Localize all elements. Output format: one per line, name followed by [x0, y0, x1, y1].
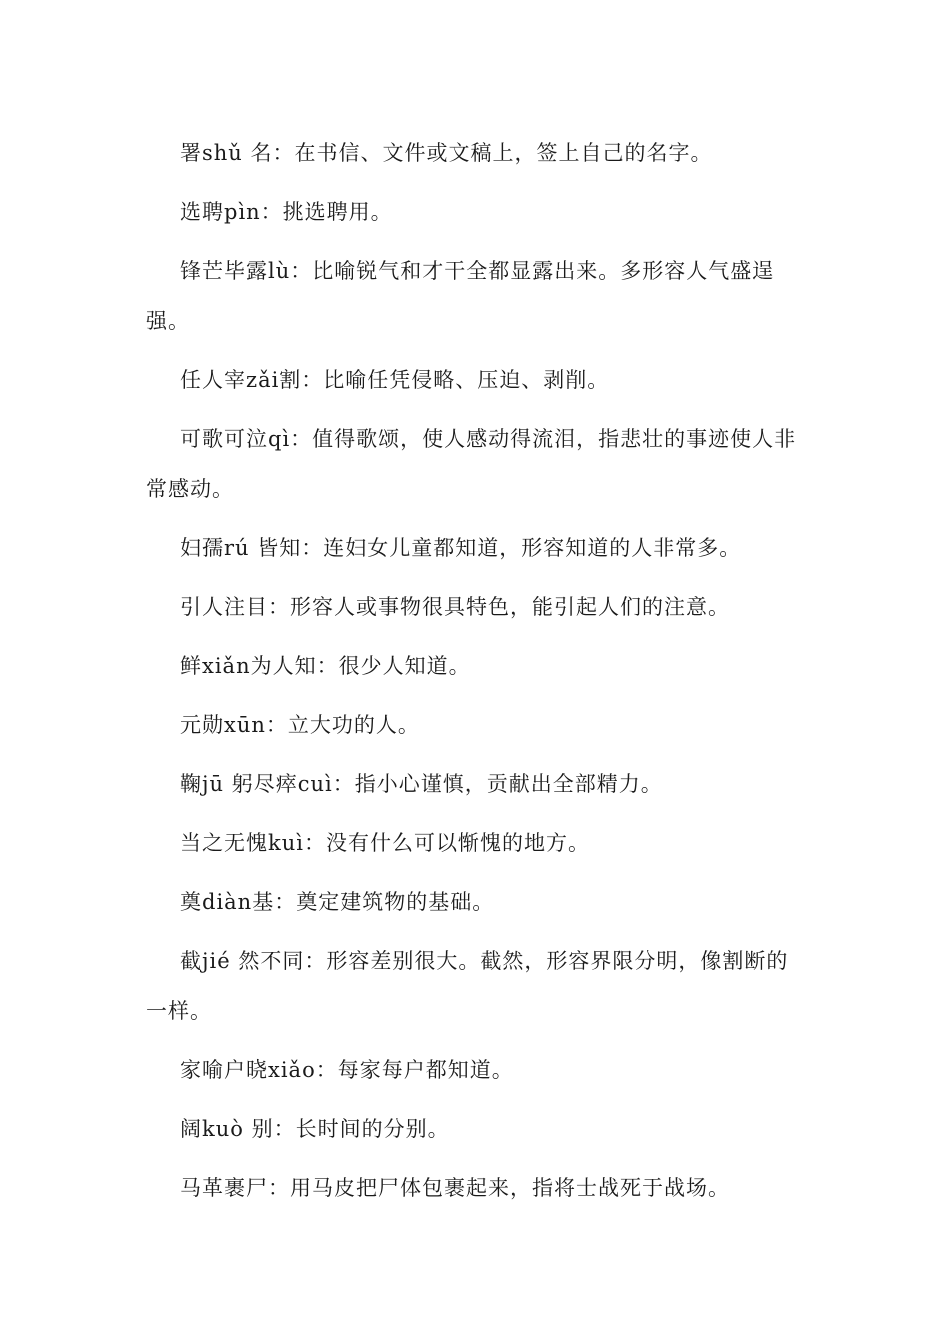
vocab-entry-xuanpin: 选聘pìn：挑选聘用。 [180, 200, 393, 224]
vocab-entry-kuobie: 阔kuò 别：长时间的分别。 [180, 1117, 450, 1141]
vocab-entry-jugongjincui: 鞠jū 躬尽瘁cuì：指小心谨慎，贡献出全部精力。 [180, 772, 663, 796]
vocab-entry-jiayuhuxiao: 家喻户晓xiǎo：每家每户都知道。 [180, 1058, 514, 1082]
vocab-entry-fengmangbilu: 锋芒毕露lù：比喻锐气和才干全都显露出来。多形容人气盛逞强。 [146, 259, 775, 333]
vocab-entry-dianji: 奠diàn基：奠定建筑物的基础。 [180, 890, 495, 914]
vocab-entry-dangzhiwukui: 当之无愧kuì：没有什么可以惭愧的地方。 [180, 831, 590, 855]
vocab-entry-furujiezhi: 妇孺rú 皆知：连妇女儿童都知道，形容知道的人非常多。 [180, 536, 742, 560]
vocab-entry-magueguoshi: 马革裹尸：用马皮把尸体包裹起来，指将士战死于战场。 [180, 1176, 730, 1200]
vocab-entry-yinrenzhumu: 引人注目：形容人或事物很具特色，能引起人们的注意。 [180, 595, 730, 619]
vocab-entry-xianweirenzhi: 鲜xiǎn为人知：很少人知道。 [180, 654, 471, 678]
vocab-entry-shuming: 署shǔ 名：在书信、文件或文稿上，签上自己的名字。 [180, 141, 713, 165]
vocabulary-list [146, 128, 806, 1222]
vocab-entry-renrenzaige: 任人宰zǎi割：比喻任凭侵略、压迫、剥削。 [180, 368, 610, 392]
vocab-entry-jieranbutong: 截jié 然不同：形容差别很大。截然，形容界限分明，像割断的一样。 [146, 949, 789, 1023]
vocab-entry-kegekeqi: 可歌可泣qì：值得歌颂，使人感动得流泪，指悲壮的事迹使人非常感动。 [146, 427, 797, 501]
vocab-entry-yuanxun: 元勋xūn：立大功的人。 [180, 713, 420, 737]
